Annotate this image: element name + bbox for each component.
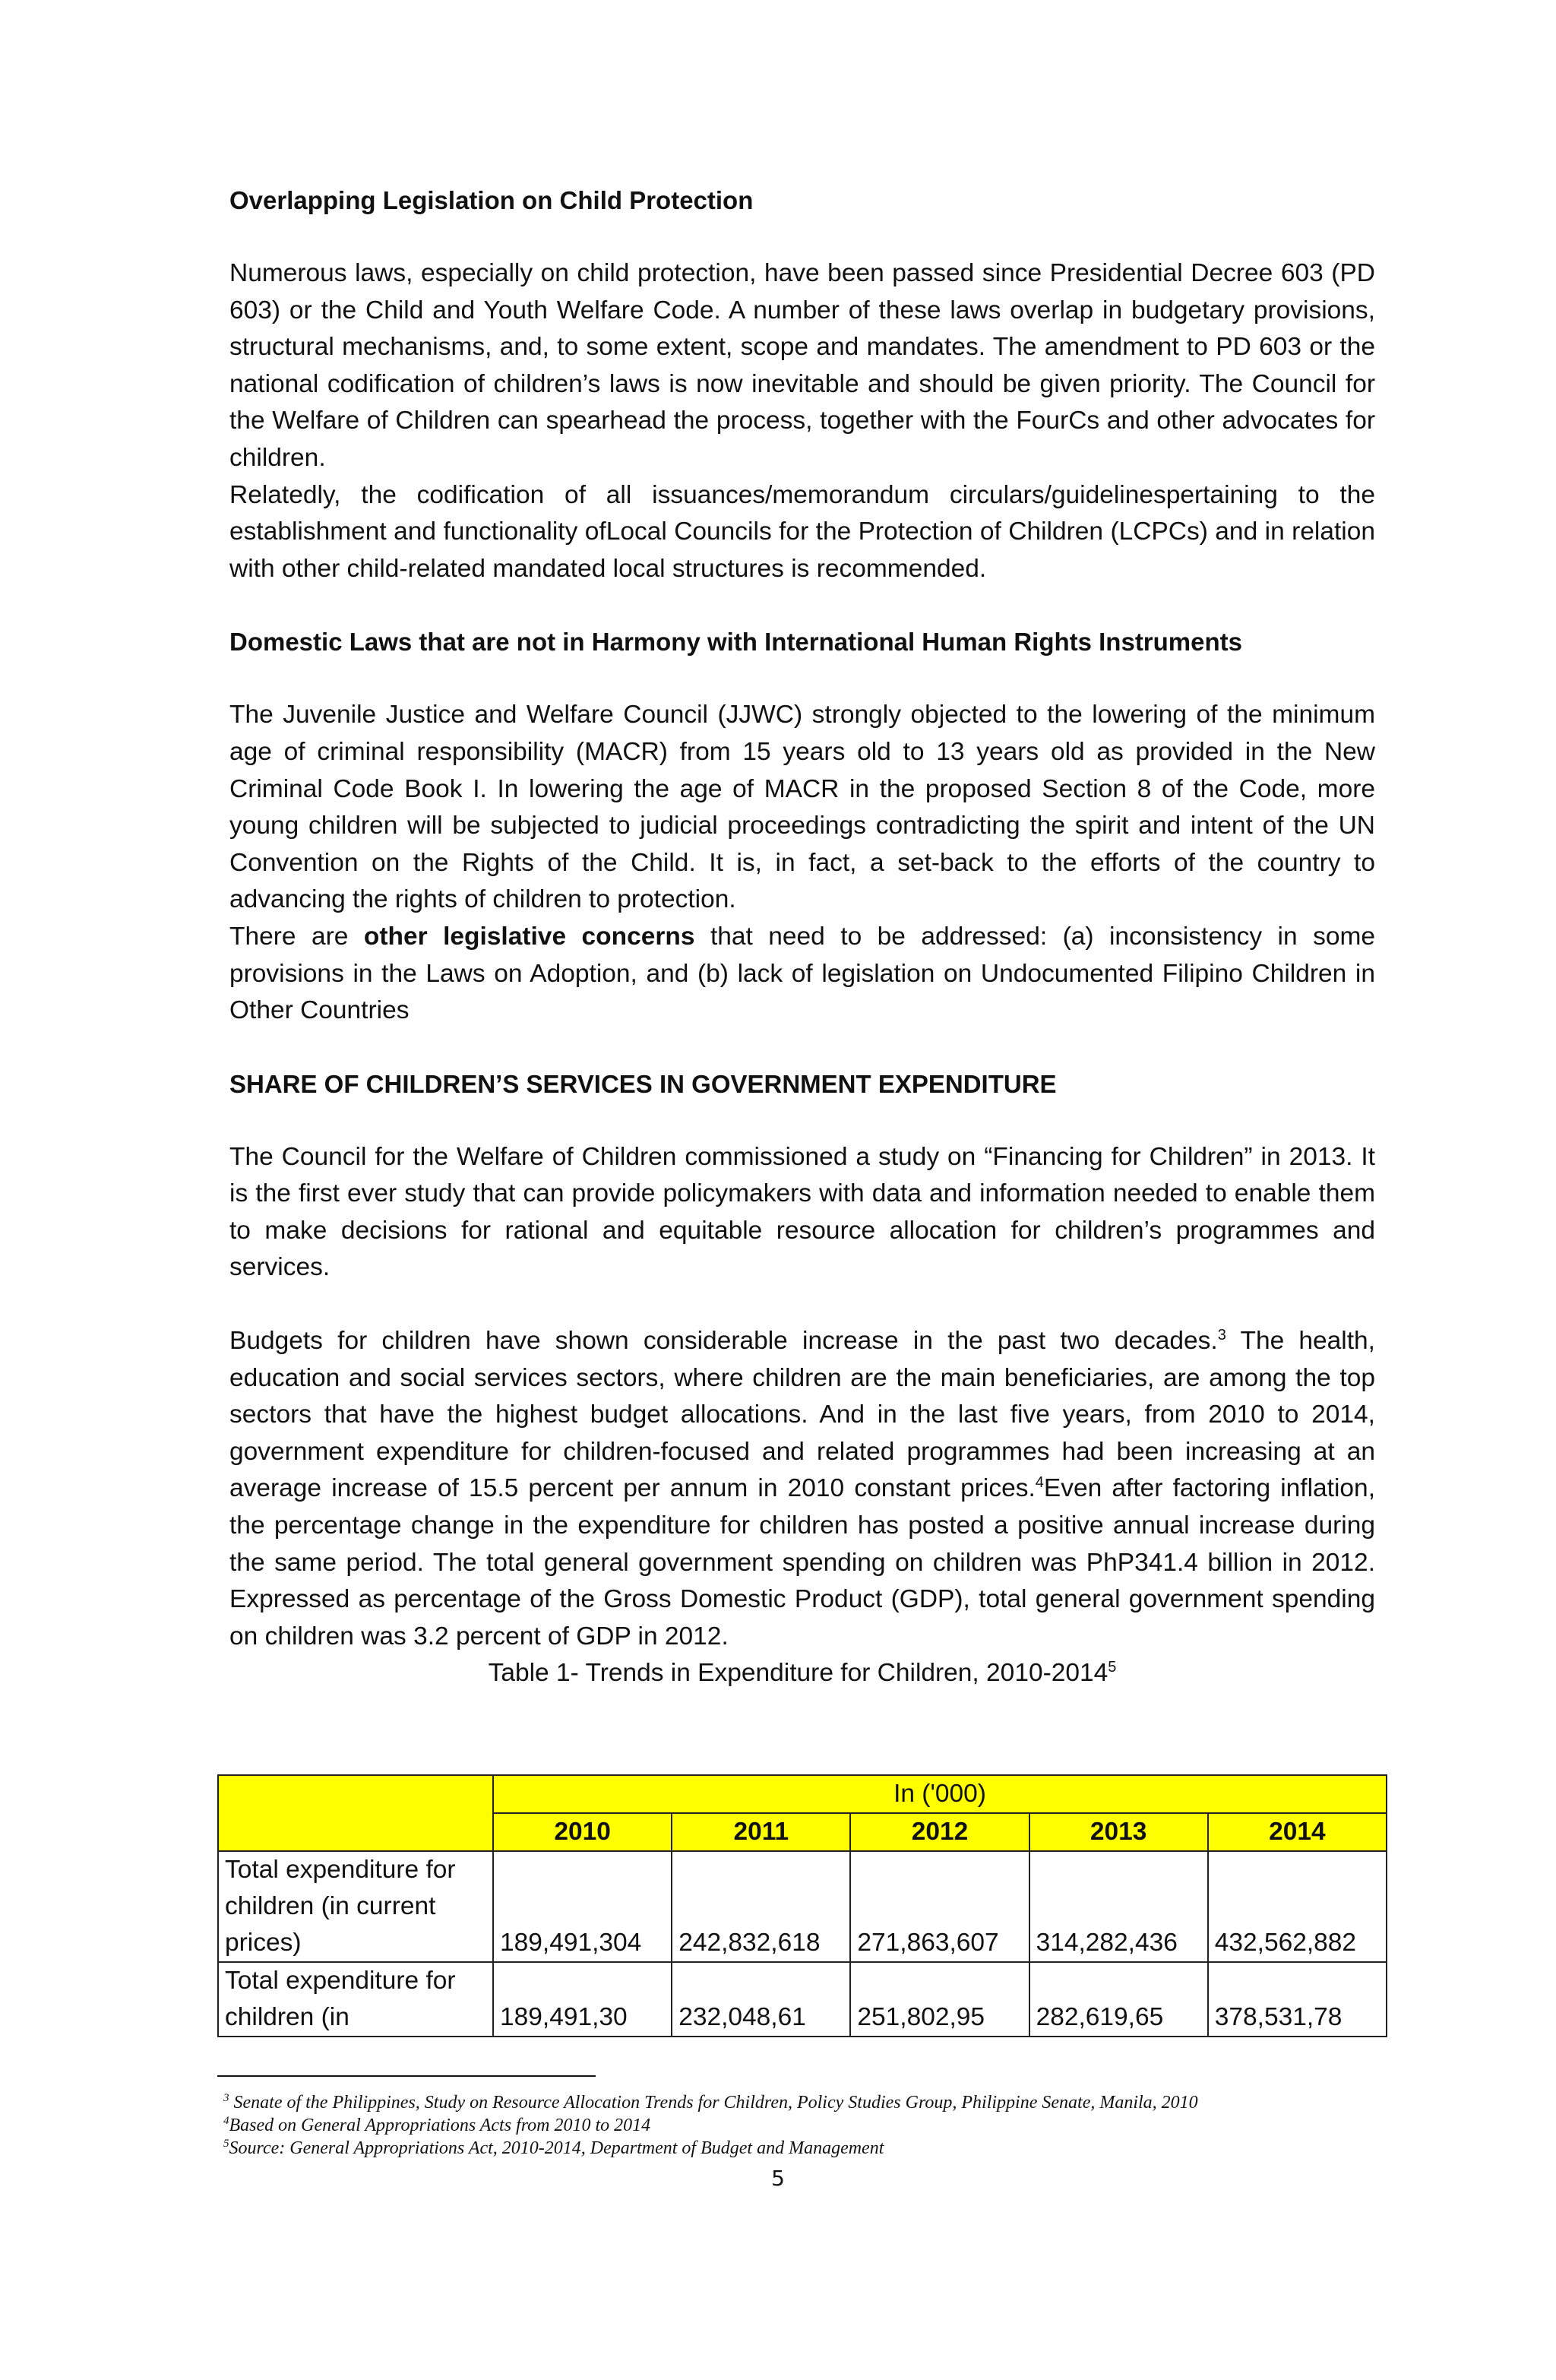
table-cell: 378,531,78 [1208, 1962, 1387, 2037]
body-text [229, 182, 1375, 1692]
paragraph [229, 919, 1375, 1030]
footnote [223, 2137, 1378, 2160]
paragraph [229, 1323, 1375, 1655]
year-header: 2014 [1208, 1813, 1387, 1851]
footnote-text: Source: General Appropriations Act, 2010-2014, Department of Budget and Management [229, 2138, 884, 2158]
table-cell: 251,802,95 [850, 1962, 1029, 2037]
section-heading-domestic-laws: Domestic Laws that are not in Harmony with International Human Rights Instruments [229, 628, 1243, 657]
year-header: 2011 [672, 1813, 850, 1851]
table-caption [229, 1655, 1375, 1692]
footnote-ref: 5 [1108, 1659, 1117, 1676]
row-label: Total expenditure for children (in current prices) [218, 1851, 493, 1962]
footnote [223, 2114, 1378, 2137]
row-label: Total expenditure for children (in [218, 1962, 493, 2037]
table-cell: 242,832,618 [672, 1851, 850, 1962]
page-number: 5 [771, 2166, 785, 2191]
table-cell: 189,491,30 [493, 1962, 672, 2037]
table-cell: 189,491,304 [493, 1851, 672, 1962]
footnote-text: Based on General Appropriations Acts from 2010 to 2014 [229, 2116, 651, 2135]
year-header: 2010 [493, 1813, 672, 1851]
unit-header: In ('000) [493, 1775, 1387, 1813]
paragraph: Numerous laws, especially on child protection, have been passed since Presidential Decree 603 (PD 603) or the Child and Youth Welfare Code. A number of these laws overlap in budgetary provisions, structural mechanisms, and, to some extent, scope and mandates. The amendment to PD 603 or the national codification of children’s laws is now inevitable and should be given priority. The Council for the Welfare of Children can spearhead the process, together with the FourCs and other advocates for children. [229, 259, 1375, 472]
section-heading-overlapping-legislation: Overlapping Legislation on Child Protection [229, 186, 754, 214]
footnote-number: 4 [223, 2115, 229, 2127]
year-header: 2013 [1029, 1813, 1208, 1851]
paragraph: Relatedly, the codification of all issuances/memorandum circulars/guidelinespertaining to the establishment and functionality ofLocal Councils for the Protection of Children (LCPCs) and in relation with other child-related mandated local structures is recommended. [229, 480, 1375, 583]
footnote-ref: 4 [1035, 1474, 1044, 1492]
footnotes [223, 2091, 1378, 2160]
text-run: The health, education and social services sectors, where children are the main beneficiaries, are among the top sectors that have the highest budget allocations. And in the last five years, from 2010 to 2014, government expenditure for children-focused and related programmes had been increasing at an average increase of 15.5 percent per annum in 2010 constant prices. [229, 1327, 1375, 1503]
text-run: that need to be addressed: (a) inconsistency in some provisions in the Laws on Adoption, and (b) lack of legislation on Undocumented Filipino Children in Other Countries [229, 922, 1375, 1025]
text-run: There are [229, 922, 364, 951]
footnote [223, 2091, 1378, 2114]
bold-text: other legislative concerns [363, 922, 695, 951]
table-row [218, 1962, 1387, 2037]
section-heading-share-of-childrens-services: SHARE OF CHILDREN’S SERVICES IN GOVERNMENT EXPENDITURE [229, 1069, 1057, 1098]
year-header: 2012 [850, 1813, 1029, 1851]
table-cell: 271,863,607 [850, 1851, 1029, 1962]
table-header-row [218, 1775, 1387, 1813]
paragraph: The Juvenile Justice and Welfare Council (JJWC) strongly objected to the lowering of the minimum age of criminal responsibility (MACR) from 15 years old to 13 years old as provided in the New Criminal Code Book I. In lowering the age of MACR in the proposed Section 8 of the Code, more young children will be subjected to judicial proceedings contradicting the spirit and intent of the UN Convention on the Rights of the Child. It is, in fact, a set-back to the efforts of the country to advancing the rights of children to protection. [229, 701, 1375, 914]
table-cell: 432,562,882 [1208, 1851, 1387, 1962]
footnote-text: Senate of the Philippines, Study on Resource Allocation Trends for Children, Policy Studies Group, Philippine Senate, Manila, 2010 [229, 2093, 1198, 2113]
table-cell: 314,282,436 [1029, 1851, 1208, 1962]
text-run: Even after factoring inflation, the percentage change in the expenditure for children has posted a positive annual increase during the same period. The total general government spending on children was PhP341.4 billion in 2012. Expressed as percentage of the Gross Domestic Product (GDP), total general government spending on children was 3.2 percent of GDP in 2012. [229, 1474, 1375, 1650]
empty-header-cell [218, 1775, 493, 1851]
text-run: Budgets for children have shown considerable increase in the past two decades. [229, 1327, 1218, 1356]
footnote-ref: 3 [1217, 1326, 1226, 1343]
footnote-separator [217, 2075, 596, 2077]
caption-text: Table 1- Trends in Expenditure for Children, 2010-2014 [488, 1659, 1108, 1688]
table-cell: 282,619,65 [1029, 1962, 1208, 2037]
table-cell: 232,048,61 [672, 1962, 850, 2037]
table-row [218, 1851, 1387, 1962]
expenditure-table [217, 1774, 1387, 2037]
footnote-number: 5 [223, 2138, 229, 2150]
paragraph: The Council for the Welfare of Children commissioned a study on “Financing for Children” in 2013. It is the first ever study that can provide policymakers with data and information needed to enable them to make decisions for rational and equitable resource allocation for children’s programmes and services. [229, 1142, 1375, 1282]
footnote-number: 3 [223, 2092, 229, 2104]
